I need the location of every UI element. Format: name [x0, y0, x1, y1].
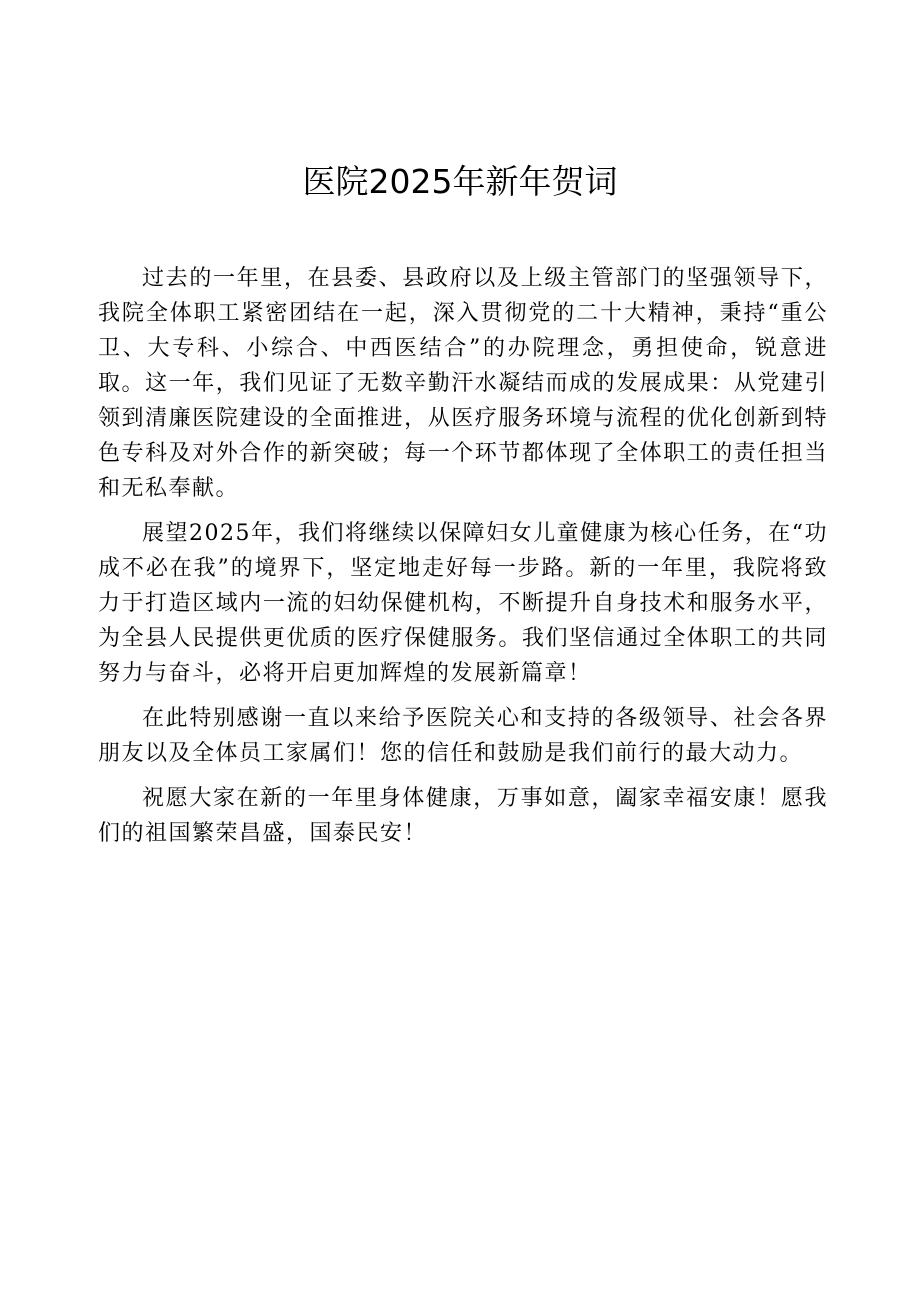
paragraph-review: 过去的一年里，在县委、县政府以及上级主管部门的坚强领导下，我院全体职工紧密团结在一起，深入贯彻党的二十大精神，秉持“重公卫、大专科、小综合、中西医结合”的办院理念，勇担使命，锐意进取。这一年，我们见证了无数辛勤汗水凝结而成的发展成果：从党建引领到清廉医院建设的全面推进，从医疗服务环境与流程的优化创新到特色专科及对外合作的新突破；每一个环节都体现了全体职工的责任担当和无私奉献。	[98, 266, 828, 501]
document-body	[98, 261, 828, 861]
paragraph-outlook: 展望2025年，我们将继续以保障妇女儿童健康为核心任务，在“功成不必在我”的境界下，坚定地走好每一步路。新的一年里，我院将致力于打造区域内一流的妇幼保健机构，不断提升自身技术和服务水平，为全县人民提供更优质的医疗保健服务。我们坚信通过全体职工的共同努力与奋斗，必将开启更加辉煌的发展新篇章！	[98, 521, 828, 686]
paragraph-thanks: 在此特别感谢一直以来给予医院关心和支持的各级领导、社会各界朋友以及全体员工家属们！您的信任和鼓励是我们前行的最大动力。	[98, 706, 828, 766]
document-title: 医院2025年新年贺词	[302, 162, 618, 201]
paragraph-wishes: 祝愿大家在新的一年里身体健康，万事如意，阖家幸福安康！愿我们的祖国繁荣昌盛，国泰民安！	[98, 786, 828, 846]
